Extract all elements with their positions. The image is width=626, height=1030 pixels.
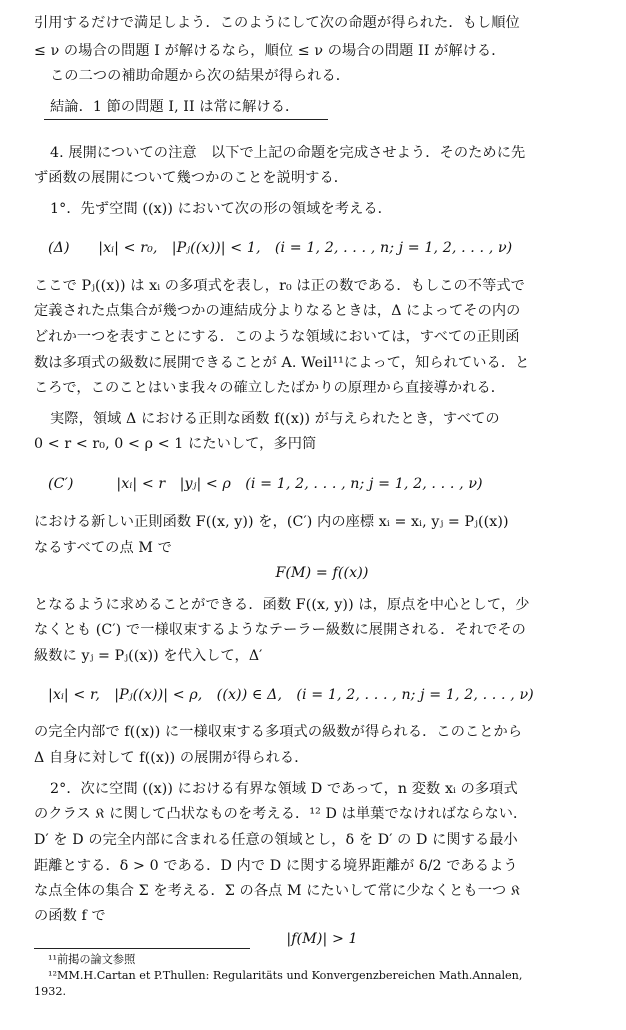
text-line: 定義された点集合が幾つかの連結成分よりなるときは，Δ によってその内の <box>34 303 521 319</box>
footnote-12: ¹²MM.H.Cartan et P.Thullen: Regularitäts und Konvergenzbereichen Math.Annalen, <box>48 969 523 982</box>
text-line: のクラス 𝔎 に関して凸状なものを考える．¹² D は単葉でなければならない． <box>34 806 528 822</box>
equation-delta-prime: |xᵢ| < r, |Pⱼ((x))| < ρ, ((x)) ∈ Δ, (i = 1, 2, . . . , n; j = 1, 2, . . . , ν) <box>48 687 534 703</box>
text-line: 級数に yⱼ = Pⱼ((x)) を代入して，Δ′ <box>34 648 263 664</box>
text-line: Δ 自身に対して f((x)) の展開が得られる． <box>34 750 309 766</box>
text-line: 1°．先ず空間 ((x)) において次の形の領域を考える． <box>50 201 392 217</box>
text-line: ず函数の展開について幾つかのことを説明する． <box>34 170 349 186</box>
text-line: における新しい正則函数 F((x, y)) を，(C′) 内の座標 xᵢ = xᵢ, yⱼ = Pⱼ((x)) <box>34 514 509 530</box>
text-line: の完全内部で f((x)) に一様収束する多項式の級数が得られる．このことから <box>34 724 523 740</box>
footnote-11: ¹¹前掲の論文参照 <box>48 953 136 966</box>
section-4-heading: 4. 展開についての注意 以下で上記の命題を完成させよう．そのために先 <box>50 145 526 161</box>
text-line: 実際，領域 Δ における正則な函数 f((x)) が与えられたとき，すべての <box>50 411 500 427</box>
conclusion-line: 結論．1 節の問題 I, II は常に解ける． <box>50 99 300 115</box>
equation-delta: (Δ) |xᵢ| < r₀, |Pⱼ((x))| < 1, (i = 1, 2, . . . , n; j = 1, 2, . . . , ν) <box>48 240 513 256</box>
conclusion-rule <box>44 119 328 120</box>
text-line: D′ を D の完全内部に含まれる任意の領域とし，δ を D′ の D に関する最小 <box>34 832 518 848</box>
footnote-12-cont: 1932. <box>34 985 67 998</box>
text-line: どれか一つを表すことにする．このような領域においては，すべての正則函 <box>34 329 520 345</box>
equation-polycylinder: (C′) |xᵢ| < r |yⱼ| < ρ (i = 1, 2, . . . , n; j = 1, 2, . . . , ν) <box>48 476 483 492</box>
text-line: 2°．次に空間 ((x)) における有界な領域 D であって，n 変数 xᵢ の多項式 <box>50 781 518 797</box>
footnote-rule <box>34 948 250 949</box>
text-line: ころで，このことはいま我々の確立したばかりの原理から直接導かれる． <box>34 380 506 396</box>
equation-fm: F(M) = f((x)) <box>275 565 369 581</box>
text-line: ここで Pⱼ((x)) は xᵢ の多項式を表し，r₀ は正の数である．もしこの不等式で <box>34 278 525 294</box>
equation-fm-gt-1: |f(M)| > 1 <box>286 931 358 947</box>
text-line: 0 < r < r₀, 0 < ρ < 1 にたいして，多円筒 <box>34 436 317 452</box>
text-line: なくとも (C′) で一様収束するようなテーラー級数に展開される．それでその <box>34 622 526 638</box>
text-line: 数は多項式の級数に展開できることが A. Weil¹¹によって，知られている．と <box>34 355 530 371</box>
text-line: となるように求めることができる．函数 F((x, y)) は，原点を中心として，少 <box>34 597 530 613</box>
text-line: ≤ ν の場合の問題 I が解けるなら，順位 ≤ ν の場合の問題 II が解ける． <box>34 43 506 59</box>
text-line: 距離とする．δ > 0 である．D 内で D に関する境界距離が δ/2 であるよう <box>34 858 518 874</box>
text-line: この二つの補助命題から次の結果が得られる． <box>50 68 351 84</box>
text-line: なるすべての点 M で <box>34 540 172 556</box>
text-line: な点全体の集合 Σ を考える．Σ の各点 M にたいして常に少なくとも一つ 𝔎 <box>34 883 521 899</box>
text-line: 引用するだけで満足しよう．このようにして次の命題が得られた．もし順位 <box>34 15 520 31</box>
text-line: の函数 f で <box>34 908 106 924</box>
